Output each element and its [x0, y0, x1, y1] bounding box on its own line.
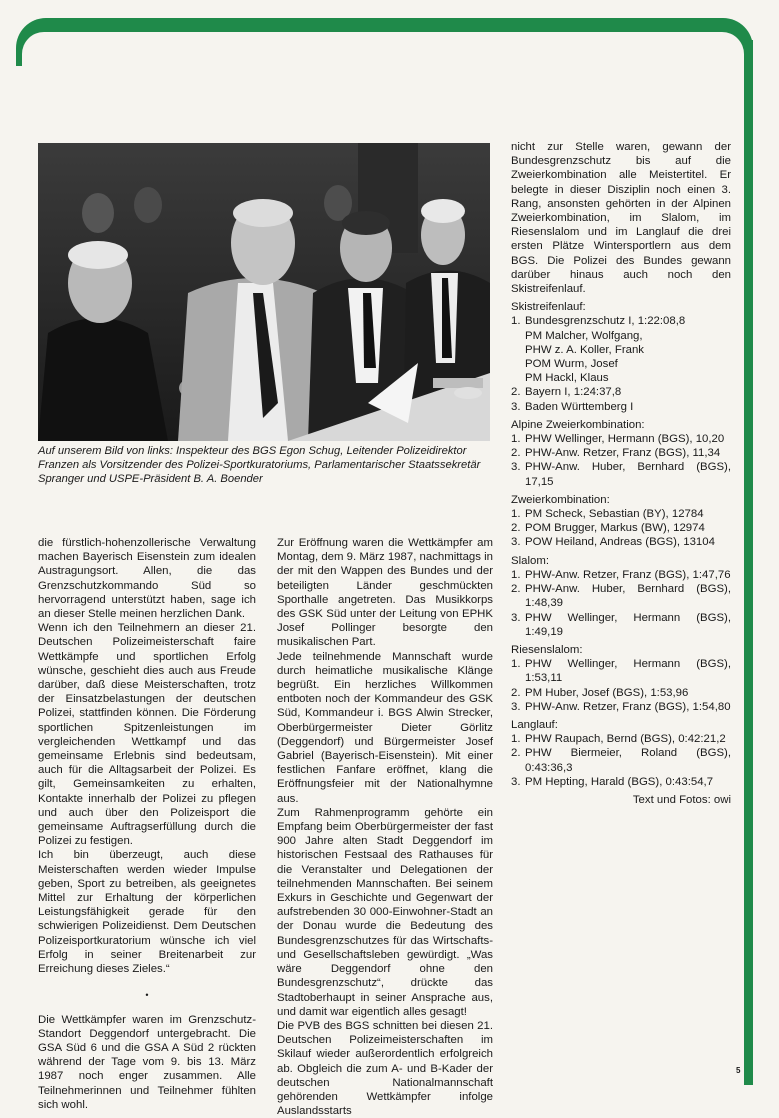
results-heading: Slalom: — [511, 554, 549, 567]
photo-caption: Auf unserem Bild von links: Inspekteur des BGS Egon Schug, Leitender Polizeidirektor Franzen als Vorsitzender des Polizei-Sportkuratoriums, Parlamentarischer Staatssekretär Spranger und USPE-Präsident B. A. Boender — [38, 445, 481, 485]
paragraph: Zum Rahmenprogramm gehörte ein Empfang beim Oberbürgermeister der fast 900 Jahre alten Stadt Deggendorf im historischen Festsaal des Rathauses für die Veranstalter und Delegationen der teilnehmenden Mannschaften. Bei seinem Exkurs in Geschichte und Gegenwart der aufstrebenden 30 000-Einwohner-Stadt an der Donau wurde die Bedeutung des Bundesgrenzschutzes für das Wirtschafts- und Gesellschaftsleben gewürdigt. „Was wäre Deggendorf ohne den Bundesgrenzschutz“, drückte das Stadtoberhaupt in seiner Ansprache aus, und damit war eigentlich alles gesagt! — [277, 806, 493, 1018]
result-item: 3. PHW Wellinger, Hermann (BGS), 1:49,19 — [511, 611, 731, 638]
team-member: PM Malcher, Wolfgang, — [525, 329, 643, 342]
paragraph: die fürstlich-hohenzollerische Verwaltung machen Bayerisch Eisenstein zum idealen Austragungsort. Allen, die das Grenzschutzkommando Süd so hervorragend unterstützt haben, sage ich an dieser Stelle meinen herzlichen Dank. — [38, 537, 256, 621]
result-item: 1. PHW Wellinger, Hermann (BGS), 1:53,11 — [511, 658, 731, 685]
photo-officials-at-table — [38, 143, 490, 441]
result-item: 3. POW Heiland, Andreas (BGS), 13104 — [511, 536, 715, 549]
results-heading: Skistreifenlauf: — [511, 301, 586, 314]
results-heading: Alpine Zweierkombination: — [511, 418, 645, 431]
frame-inner-mask — [22, 32, 744, 72]
result-item: 2. Bayern I, 1:24:37,8 — [511, 386, 622, 399]
result-item: 2. PM Huber, Josef (BGS), 1:53,96 — [511, 686, 689, 699]
photo-credit: Text und Fotos: owi — [632, 793, 731, 806]
result-item: 2. POM Brugger, Markus (BW), 12974 — [511, 522, 705, 535]
column-1 — [38, 536, 256, 1112]
result-item: 1. PM Scheck, Sebastian (BY), 12784 — [511, 508, 704, 521]
result-item: 3. PHW-Anw. Retzer, Franz (BGS), 1:54,80 — [511, 700, 731, 713]
team-member: POM Wurm, Josef — [525, 358, 618, 371]
paragraph: Zur Eröffnung waren die Wettkämpfer am Montag, dem 9. März 1987, nachmittags in der mit den Wappen des Bundes und der beteiligten Länder geschmückten Sporthalle angetreten. Das Musikkorps des GSK Süd unter der Leitung von EPHK Josef Pollinger besorgte den musikalischen Part. — [277, 537, 493, 649]
results-list — [511, 300, 731, 807]
result-item: 1. PHW Raupach, Bernd (BGS), 0:42:21,2 — [511, 733, 726, 746]
result-item: 2. PHW Biermeier, Roland (BGS), 0:43:36,3 — [511, 747, 731, 774]
results-heading: Zweierkombination: — [511, 493, 610, 506]
result-item: 2. PHW-Anw. Huber, Bernhard (BGS), 1:48,39 — [511, 583, 731, 610]
paragraph: Die PVB des BGS schnitten bei diesen 21. Deutschen Polizeimeisterschaften im Skilauf wieder außerordentlich erfolgreich ab. Obgleich die zum A- und B-Kader der deutschen Nationalmannschaft gehörenden Wettkämpfer infolge Auslandsstarts — [277, 1019, 493, 1118]
section-separator: • — [145, 990, 149, 1001]
result-item: 1. Bundesgrenzschutz I, 1:22:08,8 — [511, 315, 686, 328]
result-item: 1. PHW Wellinger, Hermann (BGS), 10,20 — [511, 433, 725, 446]
team-member: PM Hackl, Klaus — [525, 372, 609, 385]
paragraph: Wenn ich den Teilnehmern an dieser 21. Deutschen Polizeimeisterschaft faire Wettkämpfe und sportlichen Erfolg wünsche, geschieht dies auch aus Freude darüber, daß diese Meisterschaften, trotz der Einsatzbelastungen der deutschen Polizei, stattfinden können. Die Förderung sportlichen Spitzenleistungen im vergleichenden Wettkampf und das gemeinsame Erlebnis sind bedeutsam, auch für die Alltagsarbeit der Polizei. Es gilt, Gemeinsamkeiten zu erhalten, Kontakte innerhalb der Polizei zu pflegen und auch über den Polizeisport die gemeinsame Auftragserfüllung durch die Polizei zu festigen. — [38, 622, 256, 848]
paragraph: Jede teilnehmende Mannschaft wurde durch heimatliche musikalische Klänge begrüßt. Ein herzliches Willkommen entboten noch der Kommandeur des GSK Süd, Kommandeur i. BGS Alwin Strecker, Oberbürgermeister Dieter Görlitz (Deggendorf) und Bürgermeister Josef Gabriel (Bayerisch-Eisenstein). Mit einer festlichen Fanfare eröffnet, klang die Eröffnungsfeier mit der Nationalhymne aus. — [277, 650, 493, 805]
column-3 — [511, 140, 731, 807]
green-frame-right — [744, 40, 753, 1085]
paragraph: Ich bin überzeugt, auch diese Meisterschaften werden wieder Impulse geben, Sport zu betreiben, als geeignetes Mittel zur Erhaltung der körperlichen Leistungsfähigkeit gerade für den schwierigen Polizeidienst. Dem Deutschen Polizeisportkuratorium wünsche ich viel Erfolg in seiner Breitenarbeit zur Erreichung dieses Zieles.“ — [38, 849, 256, 976]
team-member: PHW z. A. Koller, Frank — [525, 343, 644, 356]
paragraph: Die Wettkämpfer waren im Grenzschutz-Standort Deggendorf untergebracht. Die GSA Süd 6 und die GSA A Süd 2 rückten während der Tage vom 9. bis 13. März 1987 noch enger zusammen. Alle Teilnehmerinnen und Teilnehmer fühlten sich wohl. — [38, 1013, 256, 1111]
paragraph: nicht zur Stelle waren, gewann der Bundesgrenzschutz bis auf die Zweierkombination alle Meistertitel. Er belegte in dieser Disziplin noch einen 3. Rang, ansonsten gehörten in der Alpinen Zweierkombination, im Slalom, im Riesenslalom und im Langlauf die drei ersten Plätze Wintersportlern aus dem BGS. Die Polizei des Bundes gewann darüber hinaus auch noch den Skistreifenlauf. — [511, 141, 731, 296]
result-item: 1. PHW-Anw. Retzer, Franz (BGS), 1:47,76 — [511, 568, 731, 581]
result-item: 3. Baden Württemberg I — [511, 400, 634, 413]
result-item: 3. PM Hepting, Harald (BGS), 0:43:54,7 — [511, 775, 714, 788]
result-item: 2. PHW-Anw. Retzer, Franz (BGS), 11,34 — [511, 447, 721, 460]
results-heading: Langlauf: — [511, 718, 558, 731]
result-item: 3. PHW-Anw. Huber, Bernhard (BGS), 17,15 — [511, 461, 731, 488]
page-number: 5 — [736, 1066, 741, 1075]
column-2 — [277, 536, 493, 1118]
results-heading: Riesenslalom: — [511, 643, 583, 656]
